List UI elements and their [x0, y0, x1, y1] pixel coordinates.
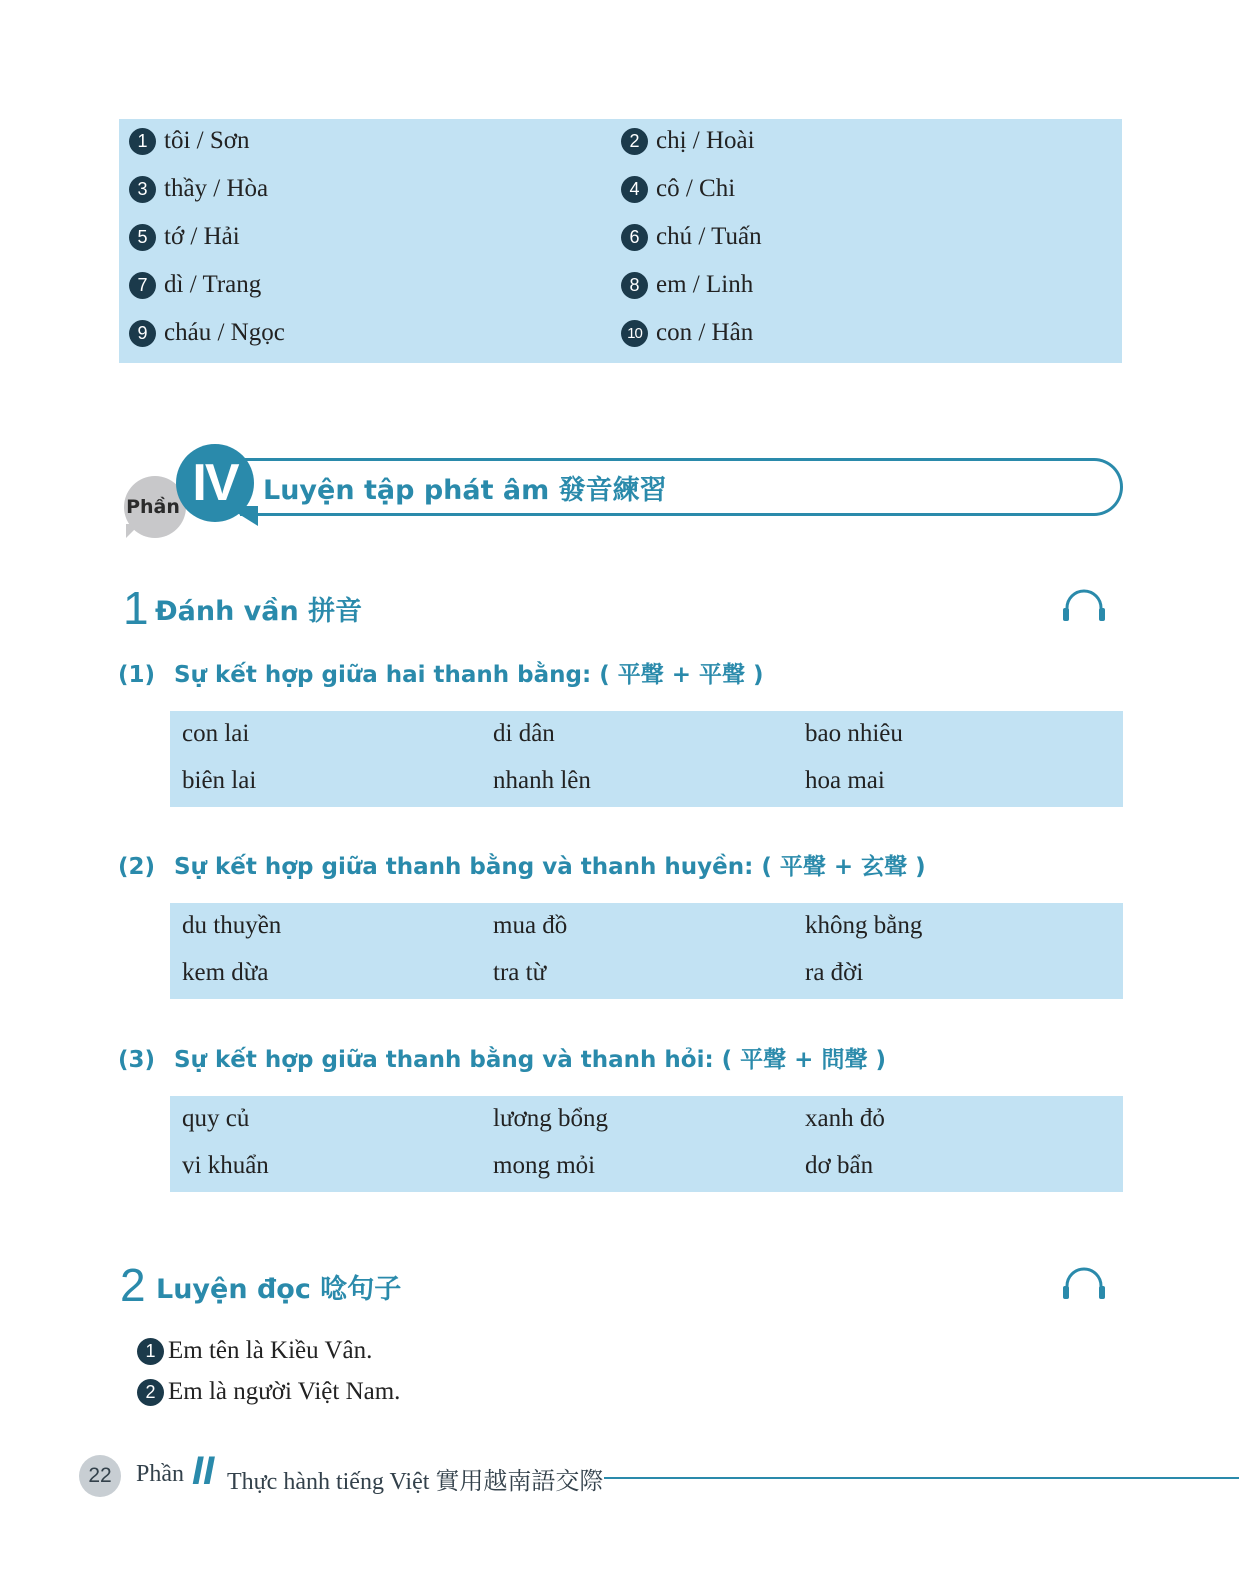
sentence-text: Em là người Việt Nam.	[168, 1378, 401, 1405]
word-box	[170, 711, 1123, 807]
word: mua đồ	[493, 912, 568, 939]
subsection-title	[118, 1041, 886, 1074]
headphones-icon[interactable]	[1062, 1266, 1106, 1302]
subsection-label: (3)	[118, 1047, 156, 1073]
list-item-text: cháu / Ngọc	[164, 319, 285, 346]
number-badge: 2	[137, 1379, 164, 1406]
list-item-text: tớ / Hải	[164, 223, 240, 250]
word: nhanh lên	[493, 767, 591, 794]
page-footer	[79, 1449, 1239, 1501]
footer-book-title: Thực hành tiếng Việt 實用越南語交際	[227, 1469, 604, 1495]
list-item-text: chị / Hoài	[656, 127, 755, 154]
list-item-text: dì / Trang	[164, 271, 262, 298]
word: mong mỏi	[493, 1152, 596, 1179]
number-badge: 1	[129, 128, 156, 155]
part2-title: Luyện đọc 唸句子	[156, 1274, 402, 1305]
list-item	[129, 220, 240, 254]
number-badge: 7	[129, 272, 156, 299]
list-item-text: chú / Tuấn	[656, 223, 762, 250]
word-box	[170, 1096, 1123, 1192]
list-item	[621, 316, 753, 350]
list-item	[129, 172, 268, 206]
list-item	[129, 268, 261, 302]
sentence-text: Em tên là Kiều Vân.	[168, 1337, 373, 1364]
subsection-title	[118, 656, 764, 689]
word: biên lai	[182, 767, 257, 794]
list-item-text: con / Hân	[656, 319, 754, 346]
subsection-title	[118, 848, 926, 881]
word: kem dừa	[182, 959, 269, 986]
list-item	[621, 220, 762, 254]
word: hoa mai	[805, 767, 885, 794]
number-badge: 10	[621, 320, 648, 347]
word: không bằng	[805, 912, 923, 939]
word: con lai	[182, 720, 250, 747]
headphones-icon[interactable]	[1062, 588, 1106, 624]
number-badge: 8	[621, 272, 648, 299]
subsection-text: Sự kết hợp giữa thanh bằng và thanh hỏi: ( 平聲 + 問聲 )	[174, 1047, 886, 1073]
number-badge: 9	[129, 320, 156, 347]
part1-title: Đánh vần 拼音	[155, 596, 363, 627]
section-roman-numeral: IV	[176, 444, 254, 522]
word: dơ bẩn	[805, 1152, 874, 1179]
word: tra từ	[493, 959, 547, 986]
number-badge: 1	[137, 1338, 164, 1365]
word: ra đời	[805, 959, 864, 986]
list-item	[129, 316, 285, 350]
subsection-label: (1)	[118, 662, 156, 688]
list-item-text: em / Linh	[656, 271, 754, 298]
word: bao nhiêu	[805, 720, 903, 747]
number-badge: 4	[621, 176, 648, 203]
list-item	[621, 268, 753, 302]
top-list-box	[119, 119, 1122, 363]
list-item	[621, 124, 755, 158]
section-header	[120, 444, 1125, 540]
subsection-text: Sự kết hợp giữa hai thanh bằng: ( 平聲 + 平聲 )	[174, 662, 764, 688]
subsection-label: (2)	[118, 854, 156, 880]
number-badge: 2	[621, 128, 648, 155]
subsection-text: Sự kết hợp giữa thanh bằng và thanh huyền: ( 平聲 + 玄聲 )	[174, 854, 926, 880]
footer-divider	[604, 1477, 1239, 1479]
word: du thuyền	[182, 912, 282, 939]
part2-number: 2	[120, 1259, 146, 1311]
list-item-text: cô / Chi	[656, 175, 736, 202]
footer-phan-label: Phần	[136, 1461, 184, 1487]
list-item	[129, 124, 249, 158]
section-phan-label: Phần	[124, 476, 186, 538]
word: xanh đỏ	[805, 1105, 885, 1132]
word: di dân	[493, 720, 555, 747]
list-item-text: thầy / Hòa	[164, 175, 269, 202]
footer-roman-numeral: II	[192, 1449, 215, 1493]
part1-number: 1	[123, 582, 149, 634]
sentence	[137, 1376, 400, 1408]
list-item	[621, 172, 735, 206]
section-title: Luyện tập phát âm 發音練習	[263, 474, 667, 506]
page-number: 22	[79, 1455, 121, 1497]
word: quy củ	[182, 1105, 250, 1132]
number-badge: 3	[129, 176, 156, 203]
sentence	[137, 1335, 372, 1367]
word-box	[170, 903, 1123, 999]
word: vi khuẩn	[182, 1152, 269, 1179]
list-item-text: tôi / Sơn	[164, 127, 250, 154]
word: lương bổng	[493, 1105, 608, 1132]
number-badge: 5	[129, 224, 156, 251]
number-badge: 6	[621, 224, 648, 251]
